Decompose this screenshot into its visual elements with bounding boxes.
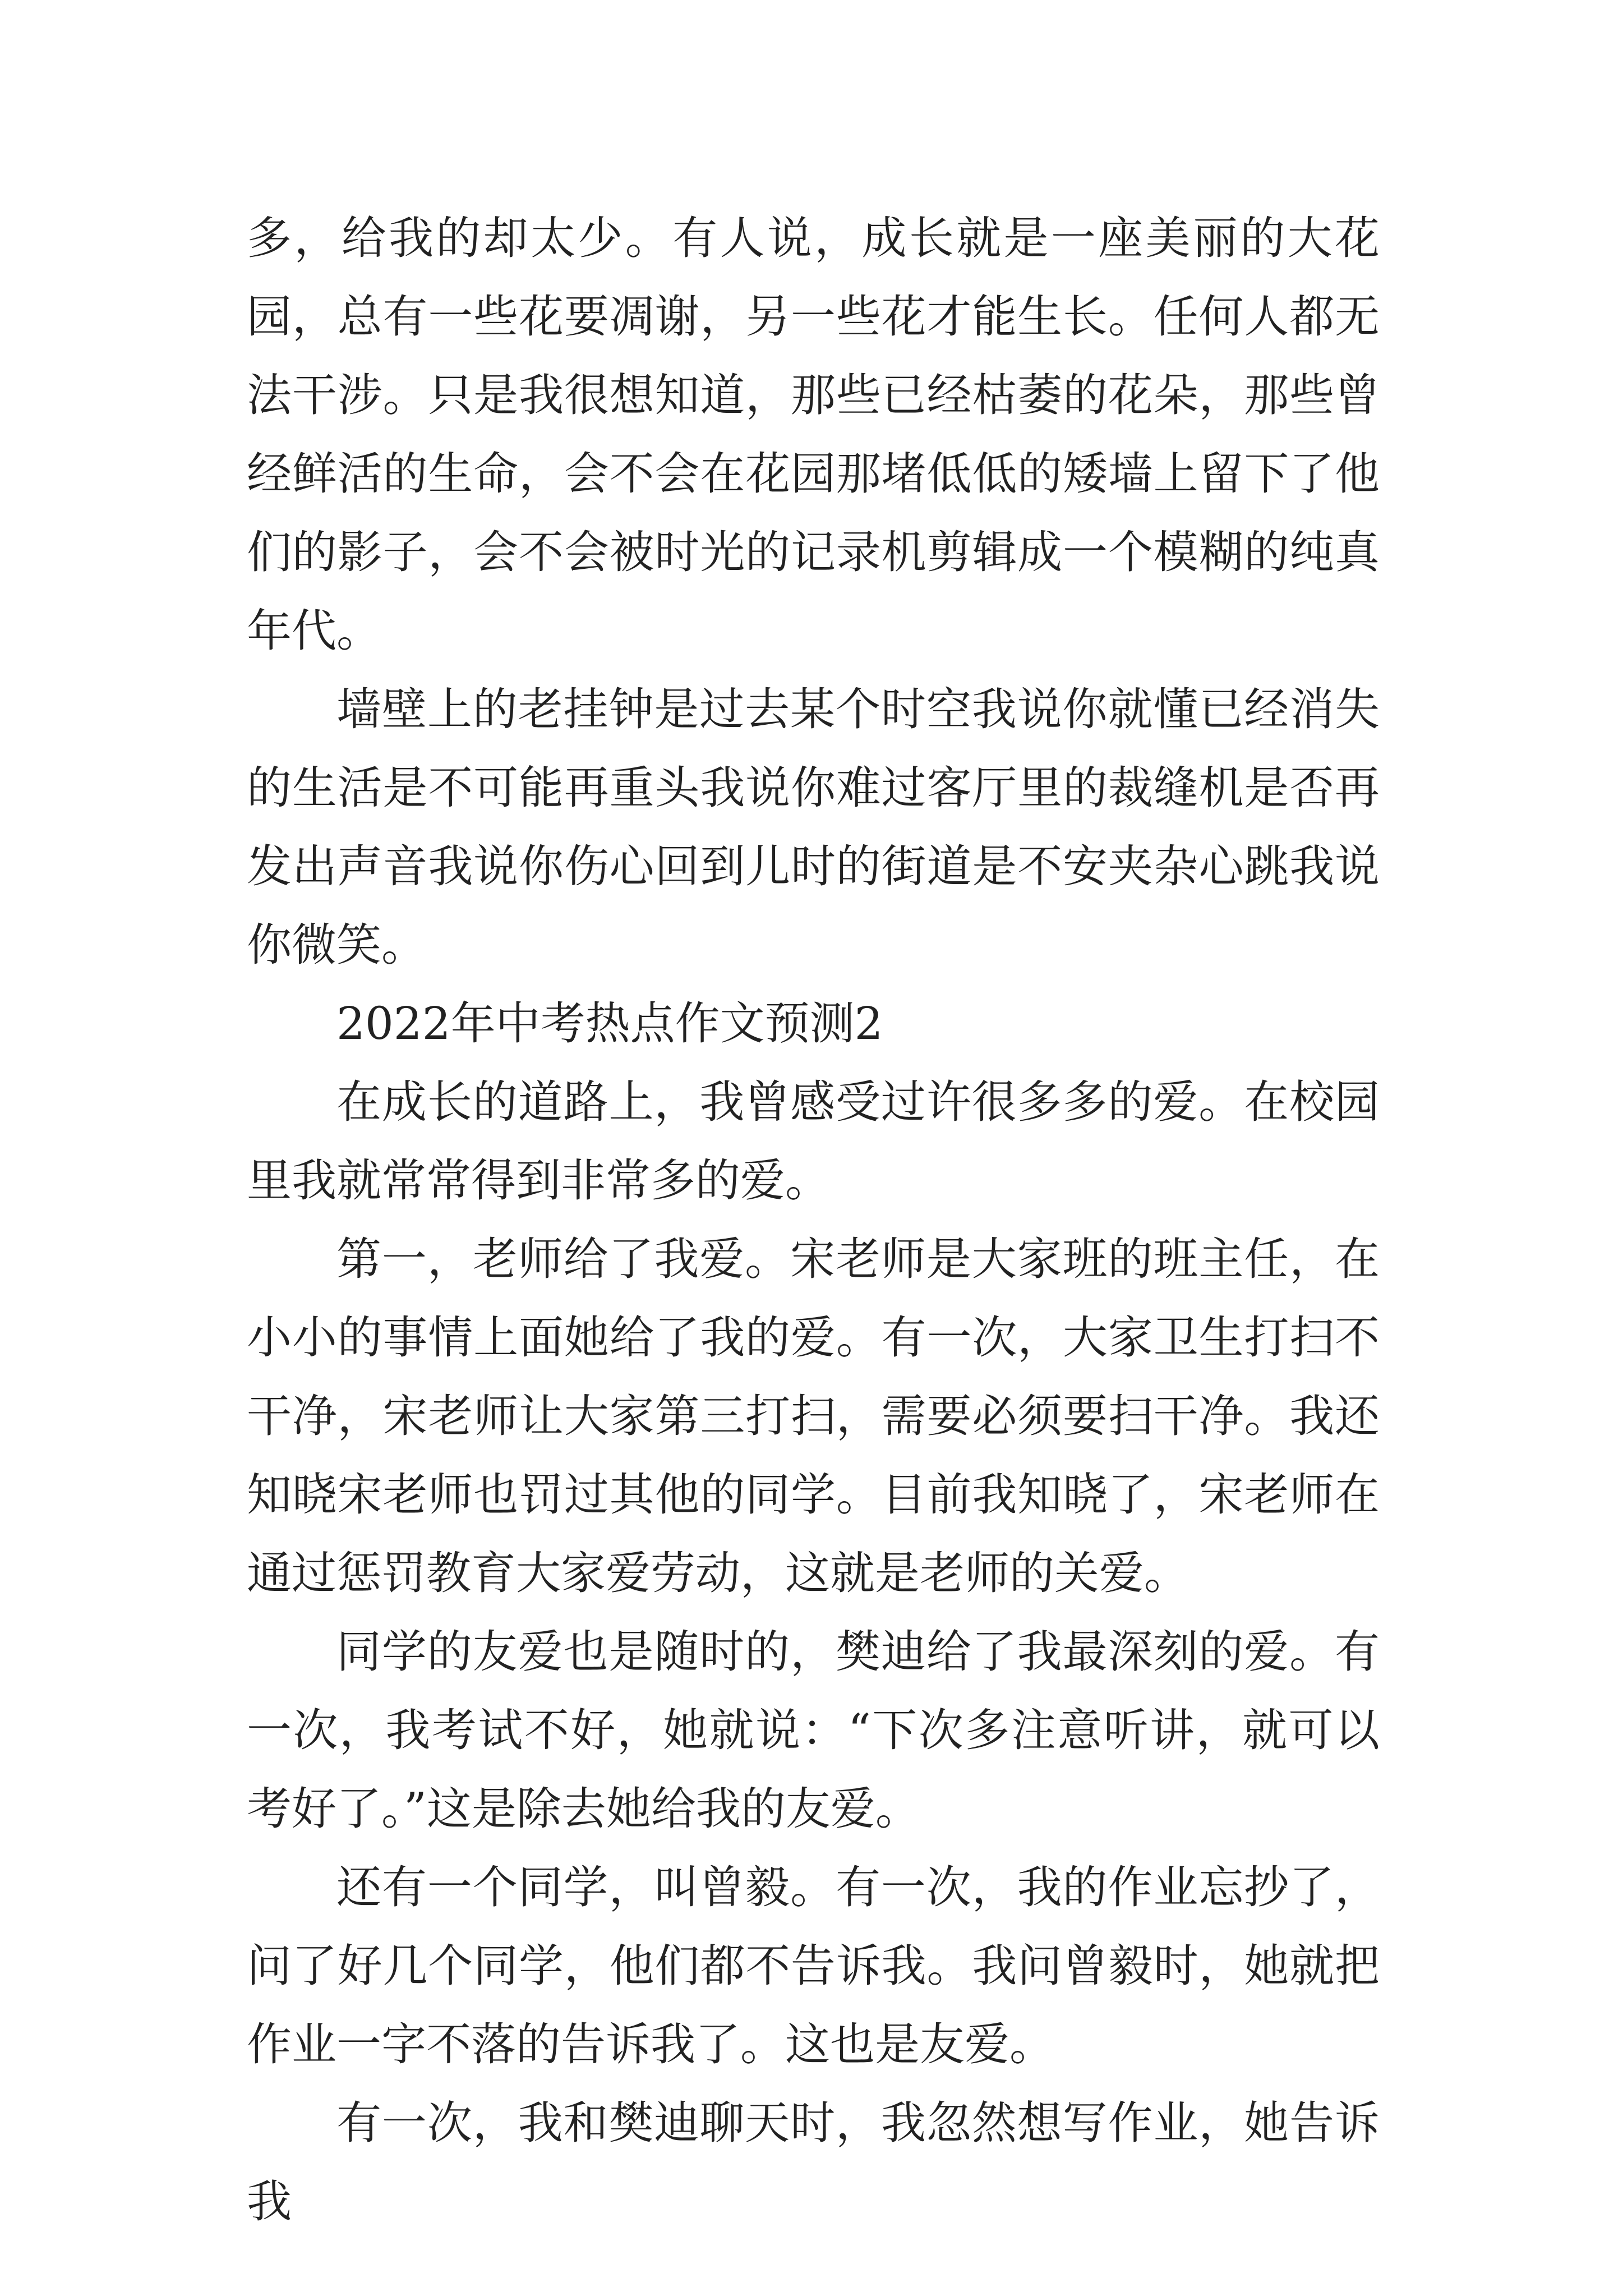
paragraph-clock: 墙壁上的老挂钟是过去某个时空我说你就懂已经消失的生活是不可能再重头我说你难过客厅里的裁缝机是否再发出声音我说你伤心回到儿时的街道是不安夹杂心跳我说你微笑。 (247, 683, 1380, 971)
document-body (247, 199, 1380, 2241)
paragraph-chat: 有一次，我和樊迪聊天时，我忽然想写作业，她告诉我 (247, 2097, 1380, 2228)
paragraph-teacher: 第一，老师给了我爱。宋老师是大家班的班主任，在小小的事情上面她给了我的爱。有一次，大家卫生打扫不干净，宋老师让大家第三打扫，需要必须要扫干净。我还知晓宋老师也罚过其他的同学。目前我知晓了，宋老师在通过惩罚教育大家爱劳动，这就是老师的关爱。 (247, 1233, 1380, 1599)
paragraph-continued: 多，给我的却太少。有人说，成长就是一座美丽的大花园，总有一些花要凋谢，另一些花才能生长。任何人都无法干涉。只是我很想知道，那些已经枯萎的花朵，那些曾经鲜活的生命，会不会在花园那堵低低的矮墙上留下了他们的影子，会不会被时光的记录机剪辑成一个模糊的纯真年代。 (247, 212, 1380, 657)
paragraph-classmate-fandi: 同学的友爱也是随时的，樊迪给了我最深刻的爱。有一次，我考试不好，她就说：“下次多注意听讲，就可以考好了。”这是除去她给我的友爱。 (247, 1626, 1380, 1835)
paragraph-classmate-zengyi: 还有一个同学，叫曾毅。有一次，我的作业忘抄了，问了好几个同学，他们都不告诉我。我问曾毅时，她就把作业一字不落的告诉我了。这也是友爱。 (247, 1861, 1380, 2070)
paragraph-intro: 在成长的道路上，我曾感受过许很多多的爱。在校园里我就常常得到非常多的爱。 (247, 1076, 1380, 1207)
essay-heading: 2022年中考热点作文预测2 (336, 997, 883, 1050)
